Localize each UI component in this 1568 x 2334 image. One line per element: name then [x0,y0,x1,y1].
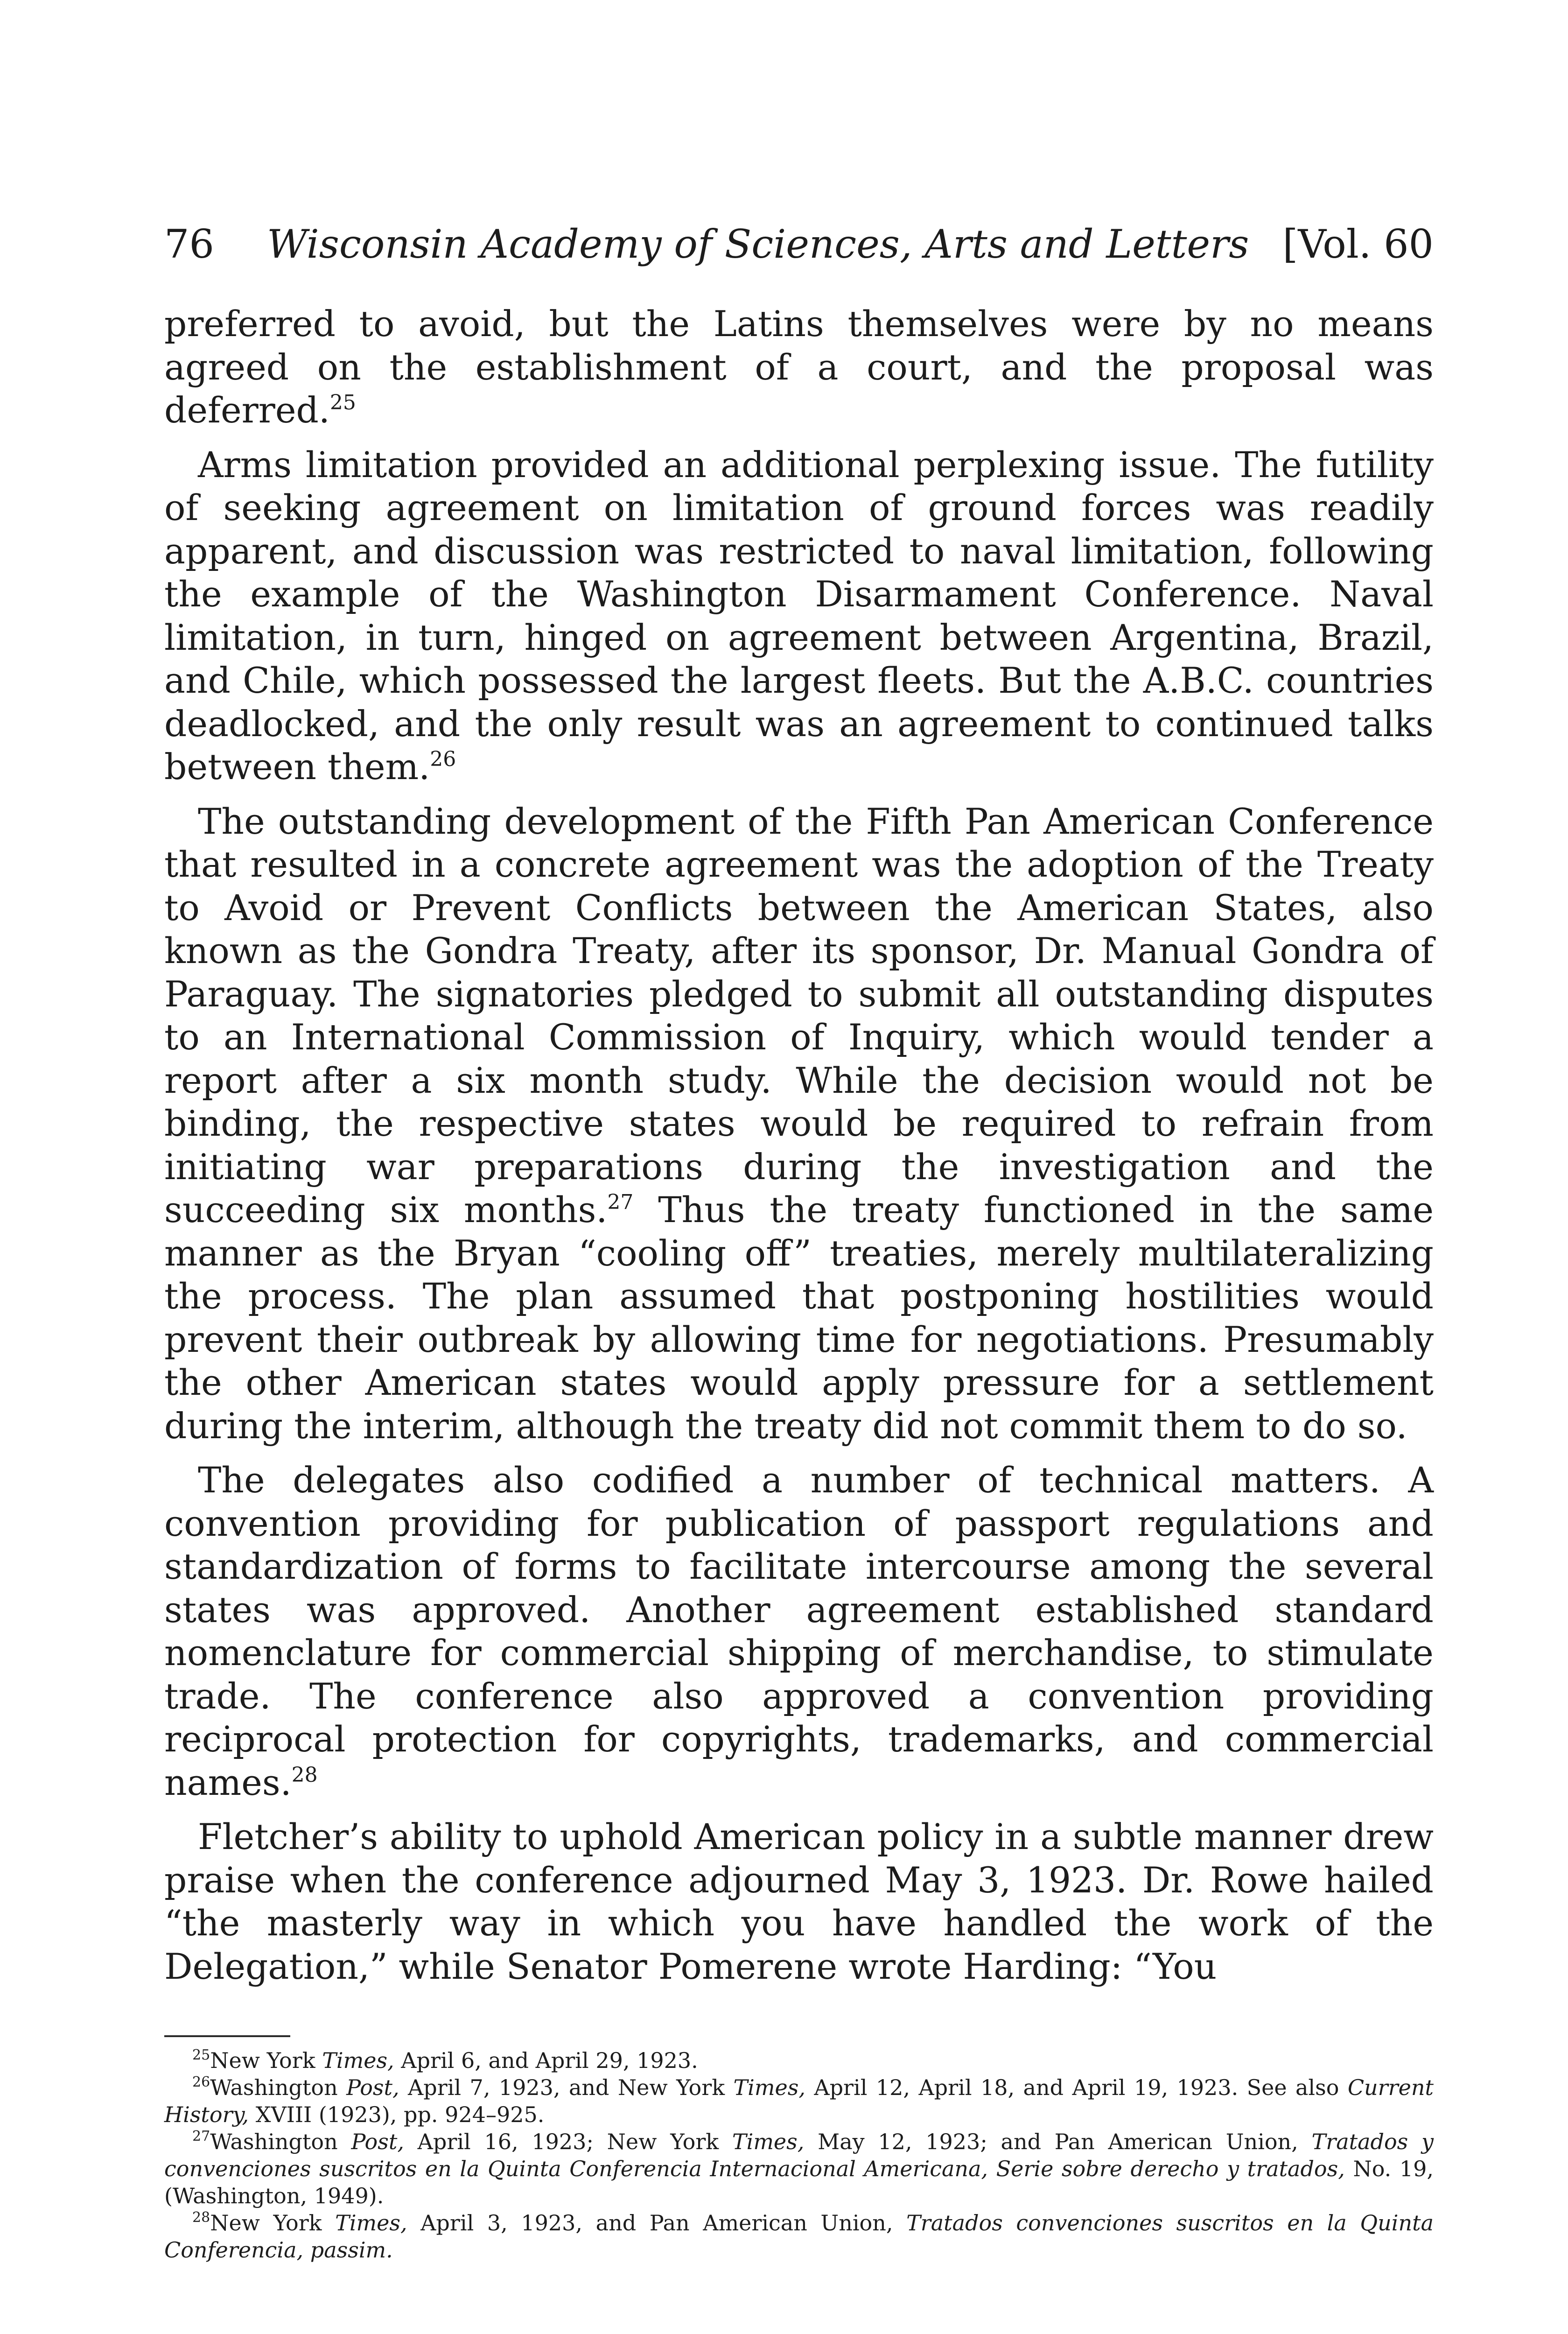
footnote-reference: 27 [607,1190,634,1214]
footnote-divider [164,2035,290,2037]
footnote-28: $^{28}$New York Times, April 3, 1923, and Pan American Union, Tratados convenciones suscritos en la Quinta Conferencia, passim. [164,2209,1434,2263]
footnote-reference: 25 [329,391,356,415]
paragraph: The delegates also codified a number of technical matters. A convention providing for publication of passport regulations and standardization of forms to facilitate intercourse among the several states was approved. Another agreement established standard nomenclature for commercial shipping of merchandise, to stimulate trade. The conference also approved a convention providing reciprocal protection for copyrights, trademarks, and commercial names.$^{28}$ [164,1460,1434,1803]
running-header [164,218,1434,270]
paragraph: Fletcher’s ability to uphold American policy in a subtle manner drew praise when the conference adjourned May 3, 1923. Dr. Rowe hailed “the masterly way in which you have handled the work of the Delegation,” while Senator Pomerene wrote Harding: “You [164,1816,1434,1987]
footnote-25: $^{25}$New York Times, April 6, and April 29, 1923. [192,2047,698,2073]
paragraph: Arms limitation provided an additional perplexing issue. The futility of seeking agreement on limitation of ground forces was readily apparent, and discussion was restricted to naval limitation, following the example of the Washington Disarmament Conference. Naval limitation, in turn, hinged on agreement between Argentina, Brazil, and Chile, which possessed the largest fleets. But the A.B.C. countries deadlocked, and the only result was an agreement to continued talks between them.$^{26}$ [164,444,1434,787]
journal-title: Wisconsin Academy of Sciences, Arts and Letters [267,221,1249,267]
paragraph: preferred to avoid, but the Latins themselves were by no means agreed on the establishment of a court, and the proposal was deferred.$^{25}$ [164,303,1434,431]
footnotes [164,2047,1434,2264]
page-number: 76 [164,221,214,267]
footnote-reference: 26 [430,747,456,771]
footnote-reference: 28 [291,1763,318,1787]
volume-label: [Vol. 60 [1282,221,1434,267]
main-text [164,302,1434,1988]
footnote-27: $^{27}$Washington Post, April 16, 1923; New York Times, May 12, 1923; and Pan American Union, Tratados y convenciones suscritos en la Quinta Conferencia Internacional Americana, Serie sobre derecho y tratados, No. 19, (Washington, 1949). [164,2128,1434,2208]
footnote-26: $^{26}$Washington Post, April 7, 1923, and New York Times, April 12, April 18, and April 19, 1923. See also Current History, XVIII (1923), pp. 924–925. [164,2074,1434,2127]
paragraph: The outstanding development of the Fifth Pan American Conference that resulted in a concrete agreement was the adoption of the Treaty to Avoid or Prevent Conflicts between the American States, also known as the Gondra Treaty, after its sponsor, Dr. Manual Gondra of Paraguay. The signatories pledged to submit all outstanding disputes to an International Commission of Inquiry, which would tender a report after a six month study. While the decision would not be binding, the respective states would be required to refrain from initiating war preparations during the investigation and the succeeding six months.$^{27}$ Thus the treaty functioned in the same manner as the Bryan “cooling off” treaties, merely multilateralizing the process. The plan assumed that postponing hostilities would prevent their outbreak by allowing time for negotiations. Presumably the other American states would apply pressure for a settlement during the interim, although the treaty did not commit them to do so. [164,801,1434,1447]
